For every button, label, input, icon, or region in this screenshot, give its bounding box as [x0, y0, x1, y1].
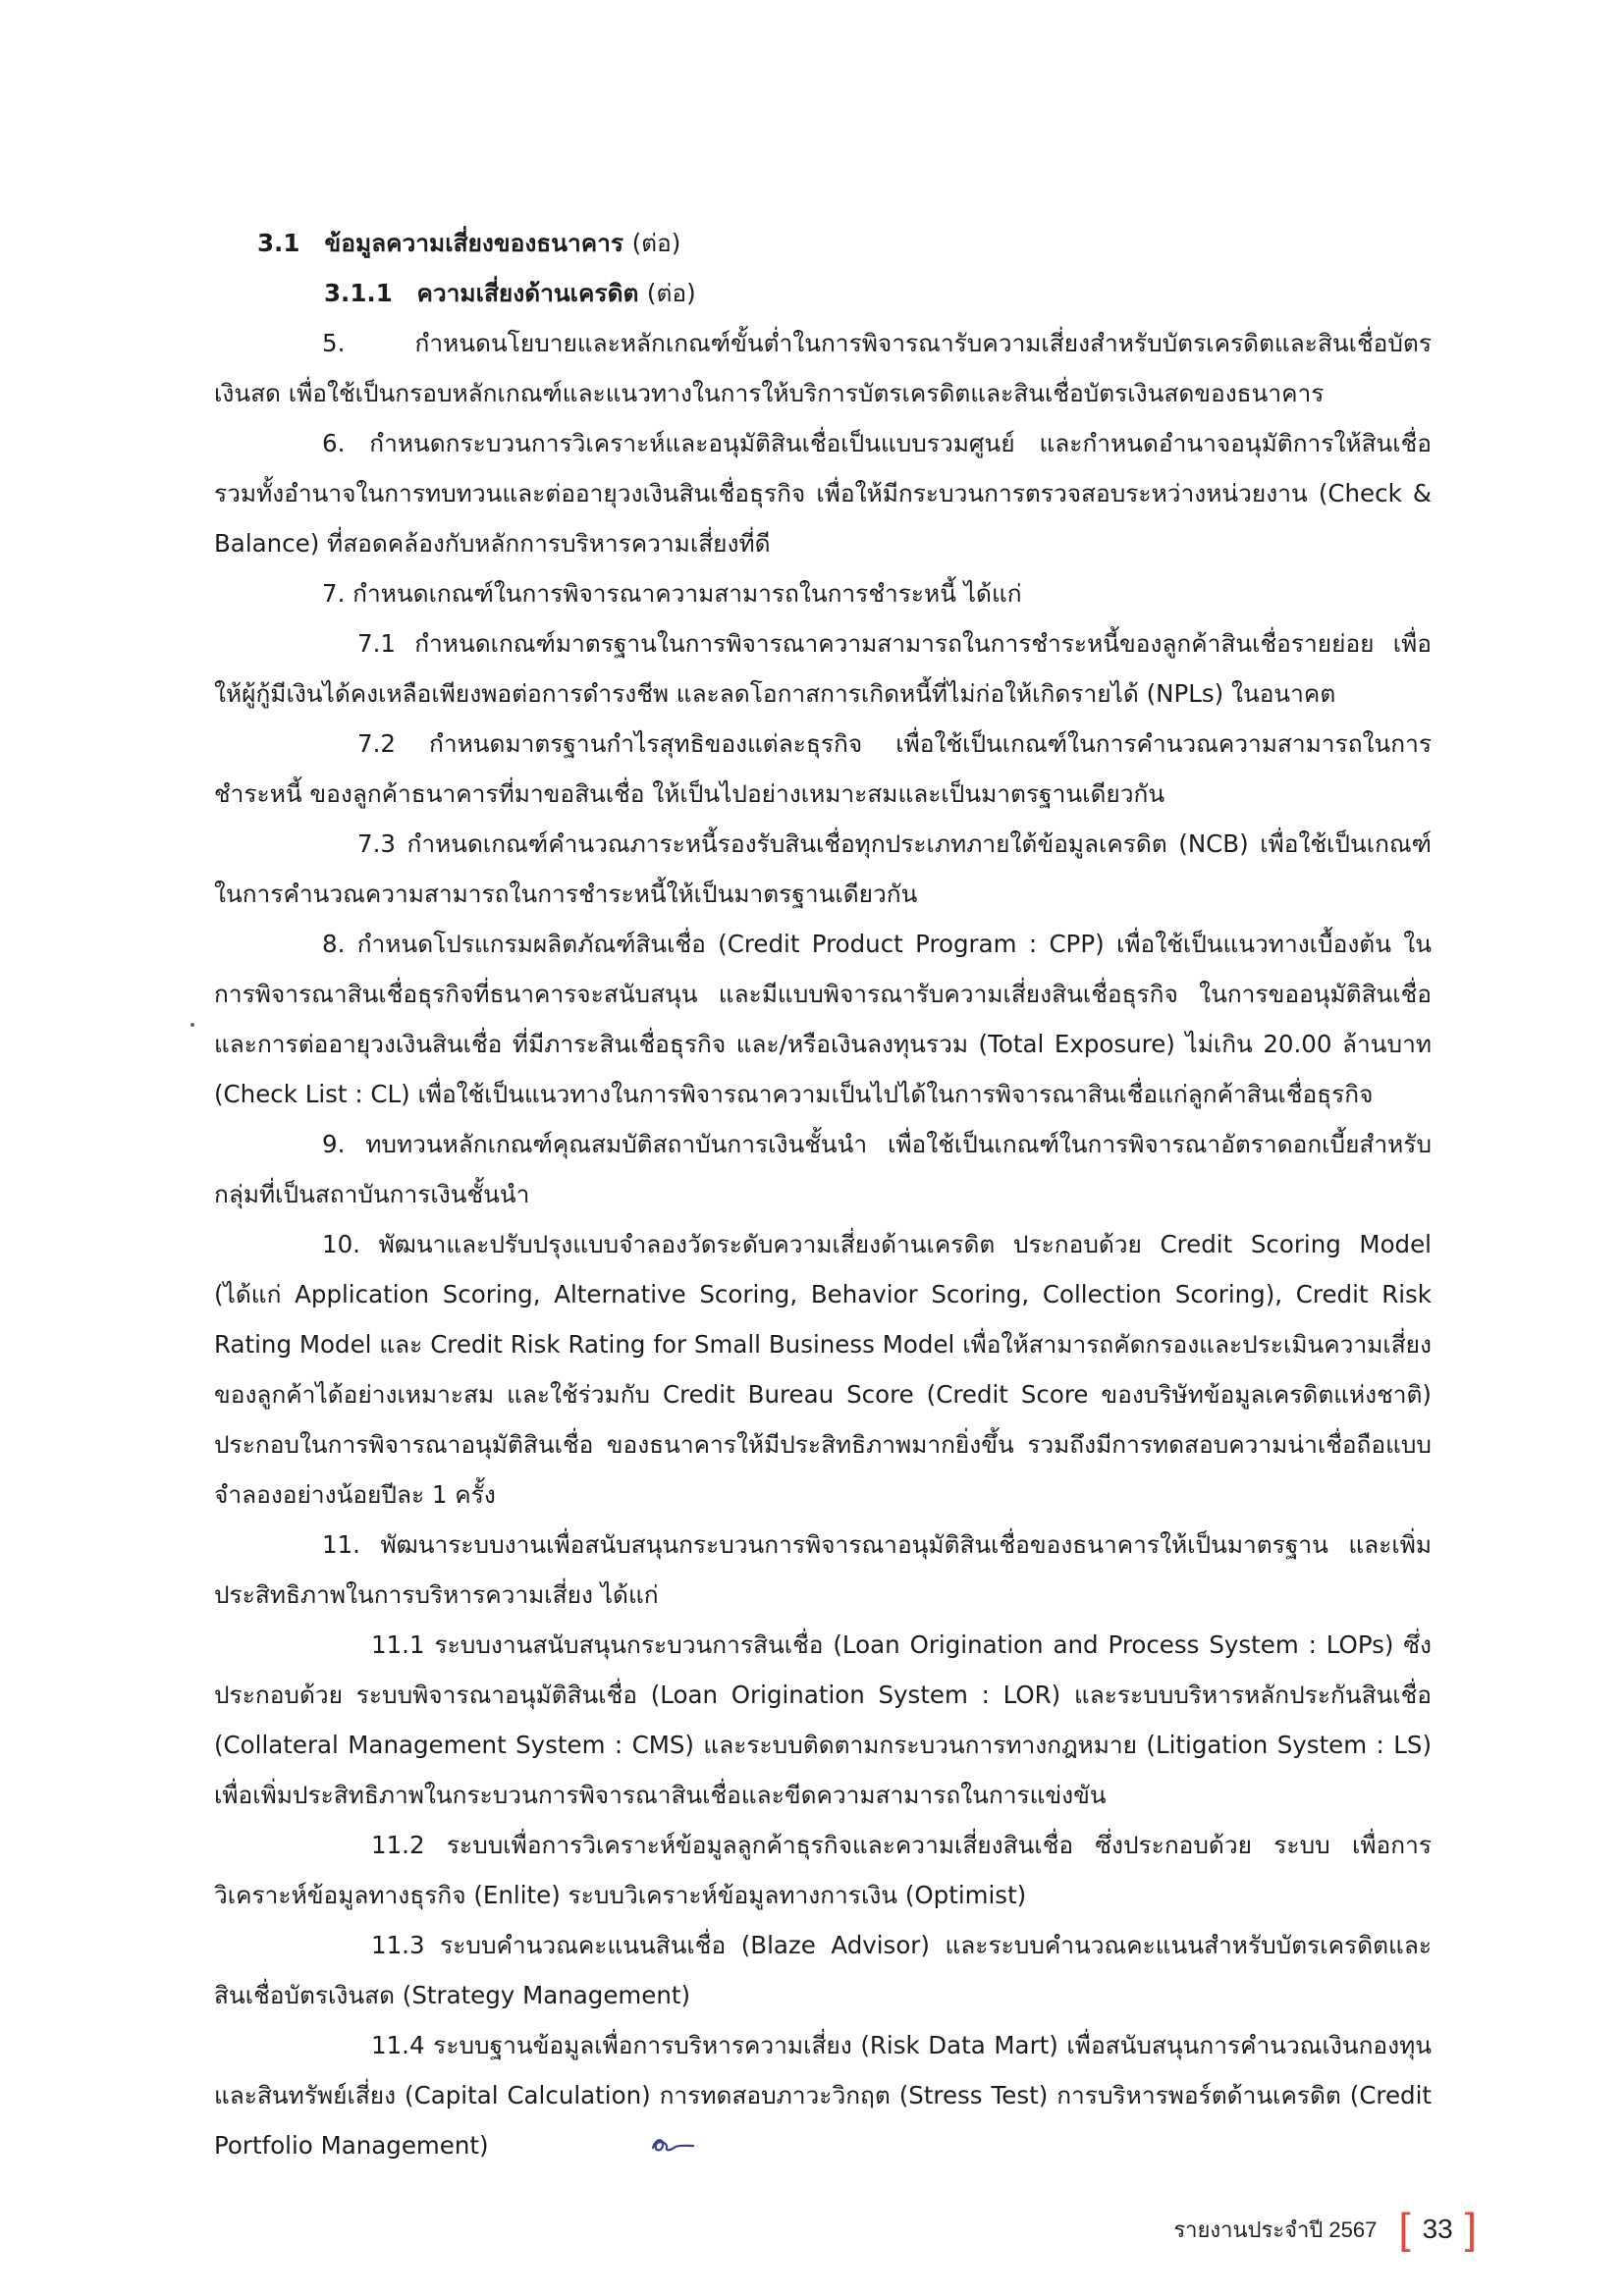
paragraph-item-11: 11. พัฒนาระบบงานเพื่อสนับสนุนกระบวนการพิจารณาอนุมัติสินเชื่อของธนาคารให้เป็นมาตรฐาน และเพิ่มประสิทธิภาพในการบริหารความเสี่ยง ได้แก่	[214, 1530, 1432, 1609]
paragraph-item-11-4-text: 11.4 ระบบฐานข้อมูลเพื่อการบริหารความเสี่ยง (Risk Data Mart) เพื่อสนับสนุนการคำนวณเงินกองทุน และสินทรัพย์เสี่ยง (Capital Calculation) การทดสอบภาวะวิกฤต (Stress Test) การบริหารพอร์ตด้านเครดิต (Credit Portfolio Management)	[214, 2031, 1432, 2160]
paragraph-item-11-1: 11.1 ระบบงานสนับสนุนกระบวนการสินเชื่อ (Loan Origination and Process System : LOPs) ซึ่งประกอบด้วย ระบบพิจารณาอนุมัติสินเชื่อ (Loan Origination System : LOR) และระบบบริหารหลักประกันสินเชื่อ (Collateral Management System : CMS) และระบบติดตามกระบวนการทางกฎหมาย (Litigation System : LS) เพื่อเพิ่มประสิทธิภาพในกระบวนการพิจารณาสินเชื่อและขีดความสามารถในการแข่งขัน	[214, 1630, 1432, 1809]
margin-dot-mark	[190, 1023, 194, 1027]
subsection-title: ความเสี่ยงด้านเครดิต	[416, 279, 639, 307]
section-number: 3.1	[257, 229, 300, 257]
section-continued: (ต่อ)	[631, 229, 681, 257]
bracket-open-icon: [	[1398, 2205, 1411, 2253]
paragraph-item-11-3: 11.3 ระบบคำนวณคะแนนสินเชื่อ (Blaze Advisor) และระบบคำนวณคะแนนสำหรับบัตรเครดิตและ สินเชื่อบัตรเงินสด (Strategy Management)	[214, 1931, 1432, 2009]
bracket-close-icon: ]	[1464, 2205, 1477, 2253]
paragraph-item-11-4	[214, 2020, 1432, 2172]
paragraph-item-5: 5. กำหนดนโยบายและหลักเกณฑ์ขั้นต่ำในการพิจารณารับความเสี่ยงสำหรับบัตรเครดิตและสินเชื่อบัตรเงินสด เพื่อใช้เป็นกรอบหลักเกณฑ์และแนวทางในการให้บริการบัตรเครดิตและสินเชื่อบัตรเงินสดของธนาคาร	[214, 329, 1432, 407]
signature-initials-icon	[493, 2122, 695, 2172]
subsection-number: 3.1.1	[324, 279, 393, 307]
paragraph-item-9: 9. ทบทวนหลักเกณฑ์คุณสมบัติสถาบันการเงินชั้นนำ เพื่อใช้เป็นเกณฑ์ในการพิจารณาอัตราดอกเบี้ยสำหรับ กลุ่มที่เป็นสถาบันการเงินชั้นนำ	[214, 1130, 1432, 1208]
document-body	[214, 218, 1432, 2172]
section-title: ข้อมูลความเสี่ยงของธนาคาร	[324, 229, 624, 257]
subsection-heading	[214, 268, 1432, 318]
paragraph-item-6: 6. กำหนดกระบวนการวิเคราะห์และอนุมัติสินเชื่อเป็นแบบรวมศูนย์ และกำหนดอำนาจอนุมัติการให้สินเชื่อ รวมทั้งอำนาจในการทบทวนและต่ออายุวงเงินสินเชื่อธุรกิจ เพื่อให้มีกระบวนการตรวจสอบระหว่างหน่วยงาน (Check & Balance) ที่สอดคล้องกับหลักการบริหารความเสี่ยงที่ดี	[214, 429, 1432, 558]
paragraph-item-7-2: 7.2 กำหนดมาตรฐานกำไรสุทธิของแต่ละธุรกิจ เพื่อใช้เป็นเกณฑ์ในการคำนวณความสามารถในการชำระหนี้ ของลูกค้าธนาคารที่มาขอสินเชื่อ ให้เป็นไปอย่างเหมาะสมและเป็นมาตรฐานเดียวกัน	[214, 729, 1432, 808]
paragraph-item-7-3: 7.3 กำหนดเกณฑ์คำนวณภาระหนี้รองรับสินเชื่อทุกประเภทภายใต้ข้อมูลเครดิต (NCB) เพื่อใช้เป็นเกณฑ์ ในการคำนวณความสามารถในการชำระหนี้ให้เป็นมาตรฐานเดียวกัน	[214, 829, 1432, 908]
paragraph-item-7-1: 7.1 กำหนดเกณฑ์มาตรฐานในการพิจารณาความสามารถในการชำระหนี้ของลูกค้าสินเชื่อรายย่อย เพื่อให้ผู้กู้มีเงินได้คงเหลือเพียงพอต่อการดำรงชีพ และลดโอกาสการเกิดหนี้ที่ไม่ก่อให้เกิดรายได้ (NPLs) ในอนาคต	[214, 629, 1432, 708]
paragraph-item-8: 8. กำหนดโปรแกรมผลิตภัณฑ์สินเชื่อ (Credit Product Program : CPP) เพื่อใช้เป็นแนวทางเบื้องต้น ในการพิจารณาสินเชื่อธุรกิจที่ธนาคารจะสนับสนุน และมีแบบพิจารณารับความเสี่ยงสินเชื่อธุรกิจ ในการขออนุมัติสินเชื่อ และการต่ออายุวงเงินสินเชื่อ ที่มีภาระสินเชื่อธุรกิจ และ/หรือเงินลงทุนรวม (Total Exposure) ไม่เกิน 20.00 ล้านบาท (Check List : CL) เพื่อใช้เป็นแนวทางในการพิจารณาความเป็นไปได้ในการพิจารณาสินเชื่อแก่ลูกค้าสินเชื่อธุรกิจ	[214, 930, 1432, 1108]
paragraph-item-7: 7. กำหนดเกณฑ์ในการพิจารณาความสามารถในการชำระหนี้ ได้แก่	[322, 579, 1022, 608]
page-number: 33	[1422, 2214, 1453, 2244]
subsection-continued: (ต่อ)	[646, 279, 696, 307]
page-footer	[1173, 2207, 1477, 2252]
paragraph-item-11-2: 11.2 ระบบเพื่อการวิเคราะห์ข้อมูลลูกค้าธุรกิจและความเสี่ยงสินเชื่อ ซึ่งประกอบด้วย ระบบ เพื่อการวิเคราะห์ข้อมูลทางธุรกิจ (Enlite) ระบบวิเคราะห์ข้อมูลทางการเงิน (Optimist)	[214, 1831, 1432, 1909]
annual-report-label: รายงานประจำปี 2567	[1173, 2216, 1378, 2242]
section-heading	[214, 218, 1432, 268]
paragraph-item-10: 10. พัฒนาและปรับปรุงแบบจำลองวัดระดับความเสี่ยงด้านเครดิต ประกอบด้วย Credit Scoring Model (ได้แก่ Application Scoring, Alternative Scoring, Behavior Scoring, Collection Scoring), Credit Risk Rating Model และ Credit Risk Rating for Small Business Model เพื่อให้สามารถคัดกรองและประเมินความเสี่ยงของลูกค้าได้อย่างเหมาะสม และใช้ร่วมกับ Credit Bureau Score (Credit Score ของบริษัทข้อมูลเครดิตแห่งชาติ) ประกอบในการพิจารณาอนุมัติสินเชื่อ ของธนาคารให้มีประสิทธิภาพมากยิ่งขึ้น รวมถึงมีการทดสอบความน่าเชื่อถือแบบจำลองอย่างน้อยปีละ 1 ครั้ง	[214, 1230, 1432, 1509]
